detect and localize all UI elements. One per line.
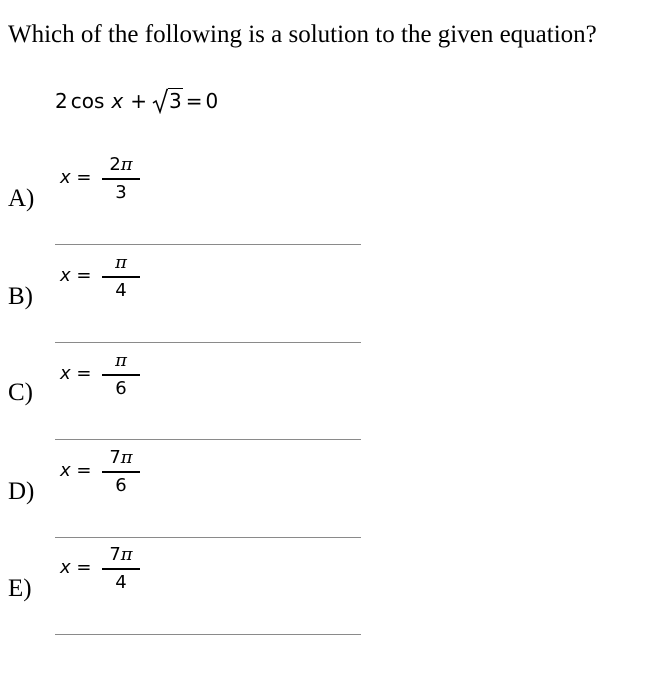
fraction-denominator: 6 xyxy=(115,377,127,399)
fraction-denominator: 4 xyxy=(115,571,127,593)
pi-symbol: π xyxy=(115,350,127,371)
pi-symbol: π xyxy=(120,154,133,175)
option-equals: = xyxy=(76,557,92,578)
fraction xyxy=(102,447,140,497)
option-divider xyxy=(55,634,361,635)
answer-option-c[interactable] xyxy=(0,342,653,440)
fraction-bar xyxy=(102,276,140,278)
option-variable: x xyxy=(60,363,71,384)
fraction-numerator xyxy=(102,154,140,176)
option-variable: x xyxy=(60,460,71,481)
numerator-coefficient: 7 xyxy=(109,447,121,468)
equation-plus: + xyxy=(130,89,147,113)
option-equals: = xyxy=(76,265,92,286)
fraction-numerator xyxy=(102,350,140,372)
fraction-numerator xyxy=(102,447,140,469)
given-equation xyxy=(55,87,218,115)
fraction-bar xyxy=(102,374,140,376)
fraction-denominator: 4 xyxy=(115,279,127,301)
fraction-denominator: 3 xyxy=(115,181,127,203)
option-equals: = xyxy=(76,460,92,481)
option-letter: A) xyxy=(8,185,35,212)
equation-coefficient: 2 xyxy=(55,89,68,113)
fraction xyxy=(102,252,140,302)
option-variable: x xyxy=(60,265,71,286)
answer-option-b[interactable] xyxy=(0,244,653,342)
fraction-bar xyxy=(102,178,140,180)
answer-option-e[interactable] xyxy=(0,537,653,635)
option-equals: = xyxy=(76,167,92,188)
fraction-bar xyxy=(102,471,140,473)
equation-function: cos xyxy=(70,89,105,113)
equation-rhs: 0 xyxy=(205,89,219,113)
numerator-coefficient: 7 xyxy=(109,544,121,565)
fraction-numerator xyxy=(102,252,140,274)
fraction xyxy=(102,544,140,594)
radicand: 3 xyxy=(169,89,182,113)
pi-symbol: π xyxy=(120,447,133,468)
fraction xyxy=(102,350,140,400)
option-letter: D) xyxy=(8,478,35,505)
option-letter: C) xyxy=(8,379,33,406)
fraction xyxy=(102,154,140,204)
equation-variable: x xyxy=(111,89,124,113)
option-equals: = xyxy=(76,363,92,384)
numerator-coefficient: 2 xyxy=(109,154,121,175)
option-letter: B) xyxy=(8,283,33,310)
question-text: Which of the following is a solution to the given equation? xyxy=(8,21,597,48)
equation-equals: = xyxy=(185,89,203,113)
fraction-denominator: 6 xyxy=(115,474,127,496)
pi-symbol: π xyxy=(120,544,133,565)
answer-option-a[interactable] xyxy=(0,146,653,244)
square-root xyxy=(152,88,183,114)
option-variable: x xyxy=(60,167,71,188)
fraction-bar xyxy=(102,568,140,570)
option-letter: E) xyxy=(8,575,32,602)
option-variable: x xyxy=(60,557,71,578)
radical-sign-icon xyxy=(152,88,168,114)
pi-symbol: π xyxy=(115,252,127,273)
answer-option-d[interactable] xyxy=(0,440,653,538)
fraction-numerator xyxy=(102,544,140,566)
